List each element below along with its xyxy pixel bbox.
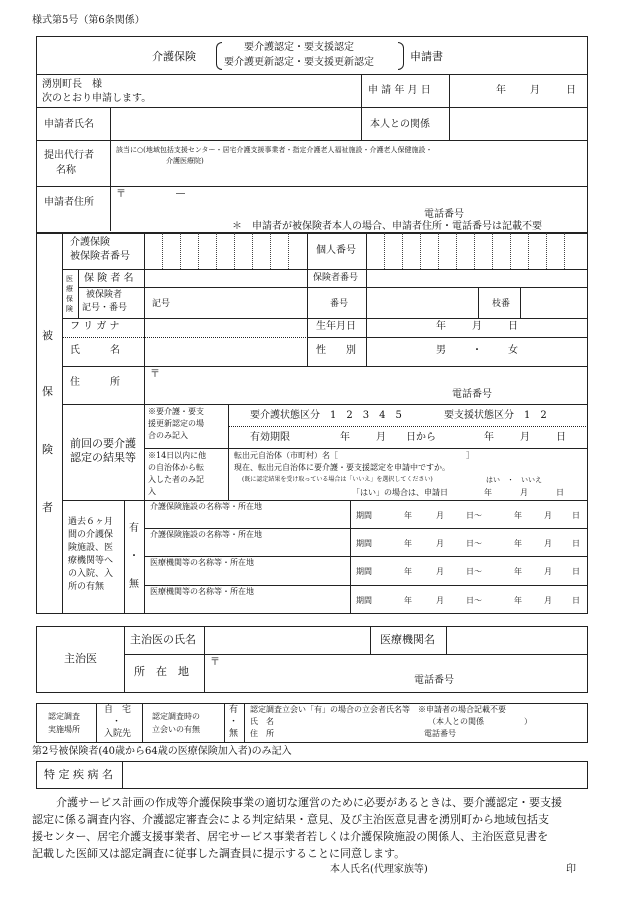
- sex-male: 男: [436, 345, 446, 356]
- digit-cell: [510, 233, 511, 269]
- place-opt-1: 自 宅: [104, 705, 132, 715]
- rule: [78, 269, 79, 318]
- facility-label-3: 険施設、医: [68, 543, 114, 553]
- update-note-2: 援更新認定の場: [148, 419, 204, 428]
- disease-row-border: [36, 761, 588, 789]
- move-line1: 転出元自治体（市町村）名［ ］: [234, 451, 474, 460]
- rule: [36, 186, 588, 187]
- header-type2: 要介護更新認定・要支援更新認定: [224, 57, 374, 68]
- personal-no-label: 個人番号: [316, 245, 356, 256]
- rule: [366, 269, 367, 287]
- consent-line-1: 介護サービス計画の作成等介護保険事業の適切な運営のために必要があるときは、要介護認定・要支援: [56, 796, 562, 809]
- birth-day: 日: [508, 321, 518, 332]
- rule: [449, 107, 450, 140]
- rule: [62, 318, 588, 319]
- rule: [144, 404, 145, 500]
- facility-row-m2: 月: [544, 511, 552, 520]
- rule: [350, 500, 351, 614]
- move-note-2: の自治体から転: [148, 463, 204, 472]
- header-shinseisho: 申請書: [410, 50, 443, 63]
- rule: [361, 107, 362, 140]
- rule: [144, 318, 145, 366]
- digit-cell: [402, 233, 403, 269]
- rule: [366, 233, 367, 269]
- doctor-postal-mark: 〒: [210, 657, 220, 668]
- rule: [144, 448, 588, 449]
- digit-cell: [198, 233, 199, 269]
- agent-note-1: 該当に○(地域包括支援センター・居宅介護支援事業者・指定介護老人福祉施設・介護老人保健施設・: [116, 146, 433, 154]
- digit-cell: [234, 233, 235, 269]
- facility-label-2: 間の介護保: [68, 530, 114, 540]
- survey-place-1: 認定調査: [48, 712, 80, 721]
- rule: [478, 287, 479, 318]
- asterisk-note: ＊ 申請者が被保険者本人の場合、申請者住所・電話番号は記載不要: [232, 221, 542, 232]
- facility-umu-1: 有: [129, 523, 139, 534]
- digit-cell: [288, 233, 289, 269]
- prev-label-1: 前回の要介護: [70, 437, 136, 450]
- insured-side-1: 被: [42, 329, 53, 342]
- facility-row-m2: 月: [544, 567, 552, 576]
- attend-line1: 認定調査立会い「有」の場合の立会者氏名等 ※申請者の場合記載不要: [250, 705, 506, 714]
- vp-from: 日から: [406, 432, 436, 443]
- vp-m1: 月: [376, 432, 386, 443]
- move-d: 日: [556, 488, 564, 497]
- insured-name-label: 氏 名: [70, 345, 120, 356]
- rule: [366, 318, 367, 366]
- insurer-no-label: 保険者番号: [313, 273, 359, 283]
- medical-side-3: 保: [66, 295, 73, 303]
- rule: [62, 269, 588, 270]
- facility-label-6: 所の有無: [68, 582, 105, 592]
- facility-row-y2: 年: [514, 511, 522, 520]
- rule: [36, 107, 588, 108]
- agent-note-2: 介護医療院): [166, 157, 204, 165]
- digit-cell: [474, 233, 475, 269]
- rule: [307, 287, 308, 318]
- facility-label-4: 療機関等へ: [68, 556, 114, 566]
- birth-label: 生年月日: [316, 321, 356, 332]
- header-type1: 要介護認定・要支援認定: [244, 42, 354, 53]
- facility-row-m2: 月: [544, 539, 552, 548]
- rule: [78, 287, 588, 288]
- hospital-label: 医療機関名: [380, 633, 435, 646]
- rule: [449, 74, 450, 107]
- facility-row-m1: 月: [436, 596, 444, 605]
- relation-label: 本人との関係: [370, 119, 430, 130]
- digit-cell: [270, 233, 271, 269]
- facility-row-period: 期間: [356, 539, 372, 548]
- facility-row-m1: 月: [436, 567, 444, 576]
- seal-mark: 印: [566, 864, 576, 875]
- rule: [144, 233, 145, 269]
- vp-d2: 日: [556, 432, 566, 443]
- digit-cell: [162, 233, 163, 269]
- place-opt-dot: ・: [112, 717, 122, 727]
- rule: [144, 528, 588, 529]
- facility-row-d1: 日～: [466, 567, 482, 576]
- insured-no-label-2: 被保険者番号: [70, 251, 130, 262]
- rule: [36, 74, 588, 75]
- rule: [124, 626, 125, 693]
- facility-row-d1: 日～: [466, 511, 482, 520]
- consent-line-2: 認定に係る調査内容、介護認定審査会による判定結果・意見、及び主治医意見書を湧別町から地域包括支: [32, 813, 549, 826]
- rule: [124, 654, 588, 655]
- rule: [144, 269, 145, 318]
- digit-cell: [492, 233, 493, 269]
- rule: [224, 703, 225, 743]
- move-m: 月: [520, 488, 528, 497]
- rule: [361, 74, 362, 107]
- insured-side-3: 険: [42, 443, 53, 456]
- care-level: 要介護状態区分 1 2 3 4 5: [250, 410, 402, 421]
- applicant-name-label: 申請者氏名: [44, 119, 94, 130]
- update-note-1: ※要介護・要支: [148, 407, 204, 416]
- digit-cell: [384, 233, 385, 269]
- doctor-address-label: 所 在 地: [134, 665, 189, 678]
- facility-row-d2: 日: [572, 511, 580, 520]
- facility-label-5: の入院、入: [68, 569, 114, 579]
- rule: [62, 404, 588, 405]
- facility-row-name: 医療機関等の名称等・所在地: [150, 587, 254, 596]
- update-note-3: 合のみ記入: [148, 431, 188, 440]
- rule: [142, 703, 143, 743]
- bango-label: 番号: [330, 299, 349, 309]
- date-day: 日: [566, 85, 576, 96]
- facility-umu-2: ・: [129, 551, 139, 562]
- insured-no-label-1: 介護保険: [70, 237, 110, 248]
- rule: [244, 703, 245, 743]
- header-right-brace: [398, 42, 404, 70]
- digit-cell: [528, 233, 529, 269]
- facility-row-y1: 年: [404, 596, 412, 605]
- rule: [228, 426, 588, 427]
- digit-cell: [456, 233, 457, 269]
- sex-label: 性 別: [316, 345, 356, 356]
- facility-row-m1: 月: [436, 539, 444, 548]
- facility-label-1: 過去６ヶ月: [68, 517, 114, 527]
- rule: [307, 337, 588, 338]
- rule: [96, 703, 97, 743]
- applicant-phone-label: 電話番号: [424, 209, 464, 220]
- card-label-1: 被保険者: [86, 290, 123, 300]
- insurer-name-label: 保 険 者 名: [84, 273, 134, 284]
- doctor-section-border: [36, 626, 588, 693]
- facility-row-name: 介護保険施設の名称等・所在地: [150, 502, 262, 511]
- digit-cell: [546, 233, 547, 269]
- rule: [446, 626, 447, 654]
- rule: [228, 404, 229, 500]
- vp-y2: 年: [484, 432, 494, 443]
- rule: [204, 626, 205, 693]
- facility-row-y1: 年: [404, 511, 412, 520]
- doctor-label: 主治医: [64, 652, 97, 665]
- attend-umu-1: 有: [229, 705, 239, 715]
- header-left-brace: [216, 42, 222, 70]
- edaban-label: 枝番: [492, 299, 511, 309]
- move-line2: 現在、転出元自治体に要介護・要支援認定を申請中ですか。: [234, 463, 450, 472]
- digit-cell: [564, 233, 565, 269]
- header-kaigo-hoken: 介護保険: [152, 50, 196, 63]
- furigana-label: フ リ ガ ナ: [70, 321, 120, 332]
- attend-umu-3: 無: [229, 729, 239, 739]
- rule: [36, 140, 588, 141]
- addressee-line1: 湧別町長 様: [42, 79, 102, 90]
- medical-side-1: 医: [66, 275, 73, 283]
- facility-umu-3: 無: [129, 579, 139, 590]
- digit-cell: [420, 233, 421, 269]
- attend-phone: 電話番号: [424, 729, 456, 738]
- move-note-1: ※14日以内に他: [148, 451, 207, 460]
- medical-side-4: 険: [66, 305, 73, 313]
- applicant-postal-mark: 〒: [116, 189, 126, 200]
- agent-label-2: 名称: [56, 165, 76, 176]
- insured-phone-label: 電話番号: [452, 389, 492, 400]
- consent-line-4: 記載した医師又は認定調査に従事した調査員に提示することに同意します。: [32, 847, 406, 860]
- facility-row-name: 医療機関等の名称等・所在地: [150, 558, 254, 567]
- support-level: 要支援状態区分 1 2: [444, 410, 547, 421]
- rule: [62, 366, 588, 367]
- rule: [124, 500, 125, 614]
- move-line4: 「はい」の場合は、申請日: [352, 488, 448, 497]
- insured-side-2: 保: [42, 385, 53, 398]
- facility-row-name: 介護保険施設の名称等・所在地: [150, 530, 262, 539]
- facility-row-y2: 年: [514, 596, 522, 605]
- vp-y1: 年: [340, 432, 350, 443]
- medical-side-2: 療: [66, 285, 73, 293]
- card-label-2: 記号・番号: [82, 303, 128, 313]
- attend-address: 住 所: [250, 729, 274, 738]
- vp-m2: 月: [520, 432, 530, 443]
- second-heading: 第2号被保険者(40歳から64歳の医療保険加入者)のみ記入: [32, 746, 292, 757]
- move-note-4: 入: [148, 487, 156, 496]
- signer-label: 本人氏名(代理家族等): [330, 864, 428, 875]
- facility-row-d1: 日～: [466, 539, 482, 548]
- move-line3: (既に認定結果を受け取っている場合は「いいえ」を選択してください): [242, 476, 433, 483]
- facility-row-period: 期間: [356, 596, 372, 605]
- facility-row-y2: 年: [514, 539, 522, 548]
- rule: [62, 337, 308, 338]
- form-id: 様式第5号（第6条関係）: [32, 15, 145, 26]
- facility-row-y2: 年: [514, 567, 522, 576]
- addressee-line2: 次のとおり申請します。: [42, 93, 152, 104]
- digit-cell: [438, 233, 439, 269]
- move-y: 年: [484, 488, 492, 497]
- sex-dot: ・: [472, 345, 482, 356]
- rule: [144, 556, 588, 557]
- doctor-name-label: 主治医の氏名: [130, 633, 196, 646]
- digit-cell: [252, 233, 253, 269]
- rule: [110, 107, 111, 231]
- rule: [144, 366, 145, 404]
- insured-address-label: 住 所: [70, 377, 120, 388]
- digit-cell: [180, 233, 181, 269]
- rule: [144, 585, 588, 586]
- rule: [366, 287, 367, 318]
- facility-row-period: 期間: [356, 511, 372, 520]
- rule: [307, 269, 308, 287]
- attend-label-1: 認定調査時の: [152, 712, 200, 721]
- birth-month: 月: [472, 321, 482, 332]
- date-month: 月: [530, 85, 540, 96]
- birth-year: 年: [436, 321, 446, 332]
- valid-period-label: 有効期限: [250, 432, 290, 443]
- attend-label-2: 立会いの有無: [152, 725, 200, 734]
- facility-row-m1: 月: [436, 511, 444, 520]
- date-label: 申 請 年 月 日: [368, 85, 431, 96]
- sex-female: 女: [508, 345, 518, 356]
- facility-row-m2: 月: [544, 596, 552, 605]
- digit-cell: [216, 233, 217, 269]
- insured-side-4: 者: [42, 501, 53, 514]
- kigo-label: 記号: [152, 299, 171, 309]
- rule: [307, 233, 308, 269]
- doctor-phone-label: 電話番号: [414, 675, 454, 686]
- rule: [307, 318, 308, 366]
- attend-relation: （本人との関係 ）: [428, 717, 532, 726]
- rule: [62, 233, 63, 614]
- move-yesno: はい ・ いいえ: [486, 476, 542, 484]
- disease-label: 特 定 疾 病 名: [44, 768, 113, 781]
- rule: [144, 500, 145, 614]
- facility-row-y1: 年: [404, 539, 412, 548]
- facility-row-d2: 日: [572, 567, 580, 576]
- insured-postal-mark: 〒: [150, 369, 160, 380]
- rule: [370, 626, 371, 654]
- survey-place-2: 実施場所: [48, 725, 80, 734]
- prev-label-2: 認定の結果等: [70, 451, 136, 464]
- rule: [62, 500, 588, 501]
- facility-row-y1: 年: [404, 567, 412, 576]
- facility-row-d1: 日～: [466, 596, 482, 605]
- facility-row-period: 期間: [356, 567, 372, 576]
- place-opt-2: 入院先: [104, 729, 132, 739]
- agent-label-1: 提出代行者: [44, 150, 94, 161]
- rule: [520, 287, 521, 318]
- consent-line-3: 援センター、居宅介護支援事業者、居宅サービス事業者若しくは介護保険施設の関係人、主治医意見書を: [32, 830, 549, 843]
- rule: [122, 761, 123, 789]
- applicant-postal-dash: ―: [176, 189, 185, 199]
- applicant-address-label: 申請者住所: [44, 197, 94, 208]
- attend-umu-2: ・: [229, 717, 239, 727]
- date-year: 年: [496, 85, 506, 96]
- move-note-3: 入した者のみ記: [148, 475, 204, 484]
- attend-name: 氏 名: [250, 717, 274, 726]
- facility-row-d2: 日: [572, 596, 580, 605]
- facility-row-d2: 日: [572, 539, 580, 548]
